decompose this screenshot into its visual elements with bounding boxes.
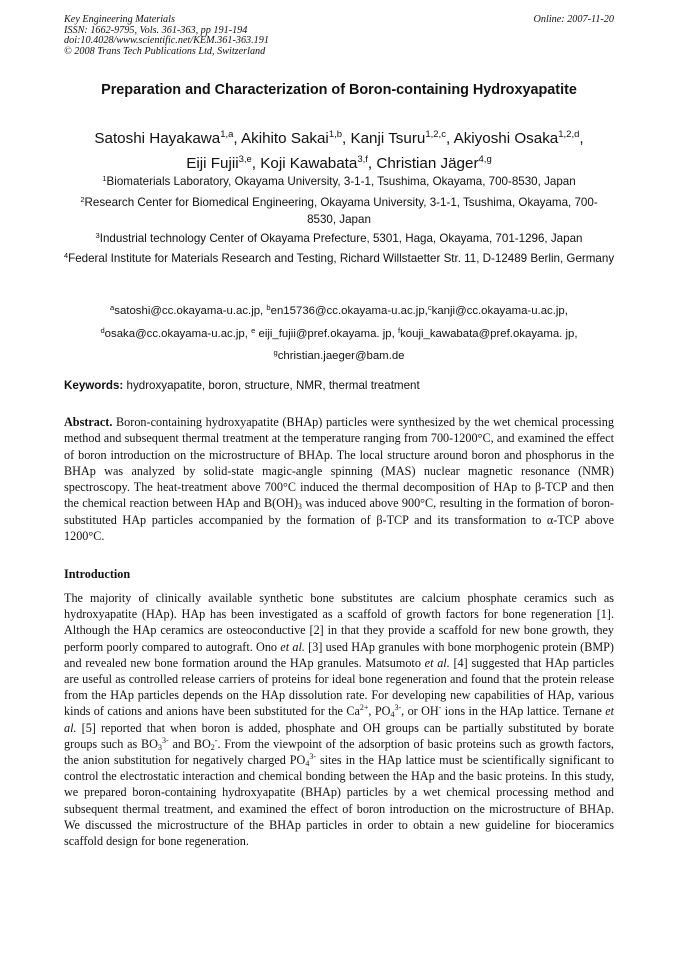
author-list (56, 126, 622, 176)
online-date: Online: 2007-11-20 (533, 14, 614, 25)
author: Akihito Sakai$^{1,b}$, (241, 129, 351, 147)
author: Satoshi Hayakawa$^{1,a}$, (94, 129, 242, 147)
author: Akiyoshi Osaka$^{1,2,d}$, (453, 129, 584, 147)
keywords-text: hydroxyapatite, boron, structure, NMR, thermal treatment (123, 379, 420, 392)
email[interactable]: $^e$ eiji_fujii@pref.okayama. jp, (251, 325, 398, 340)
introduction-paragraph: The majority of clinically available synthetic bone substitutes are calcium phosphate ceramics such as hydroxyapatite (HAp). HAp has been investigated as a scaffold of growth factors for bone regeneration [1]. Although the HAp ceramics are osteoconductive [2] in that they provide a scaffold for new bone growth, they perform poorly compared to autograft. Ono et al. [3] used HAp granules with bone morphogenic protein (BMP) and revealed new bone formation around the HAp granules. Matsumoto et al. [4] suggested that HAp particles are useful as controlled release carriers of proteins for ideal bone regeneration and found that the protein release from the HAp particles depends on the HAp dissolution rate. For developing new capabilities of HAp, various kinds of cations and anions have been substituted for the $Ca^{2+}$, $PO_4^{3-}$, or OH- ions in the HAp lattice. Ternane et al. [5] reported that when boron is added, phosphate and OH groups can be partially substituted by borate groups such as $BO_3^{3-}$ and $BO_2^-$. From the viewpoint of the adsorption of basic proteins such as growth factors, the anion substitution for negatively charged $PO_4^{3-}$ sites in the HAp lattice must be scientifically significant to control the electrostatic interaction and chemical bonding between the HAp and the basic proteins. In this study, we prepared boron-containing hydroxyapatite (BHAp) particles by a wet chemical processing method and subsequent thermal treatment, and examined the effect of boron introduction on the microstructure of BHAp. We discussed the microstructure of the BHAp particles in order to obtain a new guideline for bioceramics scaffold design for bone regeneration. (64, 591, 615, 849)
author: Kanji Tsuru$^{1,2,c}$, (350, 129, 454, 147)
journal-copyright: © 2008 Trans Tech Publications Ltd, Switzerland (64, 45, 266, 57)
email[interactable]: $^c$kanji@cc.okayama-u.ac.jp, (427, 303, 568, 317)
email[interactable]: $^g$christian.jaeger@bam.de (273, 348, 405, 362)
journal-header (64, 15, 614, 57)
author: Christian Jäger$^{4,g}$ (376, 154, 492, 172)
keywords-label: Keywords: (64, 379, 124, 392)
affiliation-2: $^2$Research Center for Biomedical Engineering, Okayama University, 3-1-1, Tsushima, Okayama, 700-8530, Japan (80, 195, 598, 226)
email[interactable]: $^f$kouji_kawabata@pref.okayama. jp, (397, 325, 578, 340)
email[interactable]: $^d$osaka@cc.okayama-u.ac.jp, (100, 325, 252, 340)
email[interactable]: $^a$satoshi@cc.okayama-u.ac.jp, (110, 303, 267, 317)
affiliation-3: $^3$Industrial technology Center of Okayama Prefecture, 5301, Haga, Okayama, 701-1296, Japan (95, 231, 583, 245)
paper-title: Preparation and Characterization of Boron-containing Hydroxyapatite (101, 82, 577, 98)
journal-doi: doi:10.4028/www.scientific.net/KEM.361-363.191 (64, 35, 269, 47)
journal-issn: ISSN: 1662-9795, Vols. 361-363, pp 191-194 (64, 24, 248, 36)
email-list (56, 300, 622, 368)
section-heading-introduction: Introduction (64, 567, 131, 581)
abstract: Abstract. Boron-containing hydroxyapatite (BHAp) particles were synthesized by the wet chemical processing method and subsequent thermal treatment at the temperature ranging from 700-1200°C, and examined the effect of boron introduction on the microstructure of BHAp. The local structure around boron and phosphorus in the BHAp was analyzed by solid-state magic-angle spinning (MAS) nuclear magnetic resonance (NMR) spectroscopy. The heat-treatment above 700°C induced the thermal decomposition of HAp to β-TCP and then the chemical reaction between HAp and $B(OH)_3$ was induced above 900°C, resulting in the formation of boron-substituted HAp particles accompanied by the formation of β-TCP and its transformation to α-TCP above 1200°C. (64, 415, 614, 544)
affiliation-4: $^4$Federal Institute for Materials Research and Testing, Richard Willstaetter Str. 11, D-12489 Berlin, Germany (63, 251, 615, 265)
journal-name: Key Engineering Materials (64, 14, 175, 25)
author: Eiji Fujii$^{3,e}$, (186, 154, 261, 172)
author: Koji Kawabata$^{3,f}$, (260, 154, 377, 172)
keywords (64, 379, 420, 392)
affiliation-1: $^1$Biomaterials Laboratory, Okayama University, 3-1-1, Tsushima, Okayama, 700-8530, Japan (102, 174, 576, 188)
email[interactable]: $^b$en15736@cc.okayama-u.ac.jp, (266, 303, 428, 317)
abstract-label: Abstract. (64, 415, 113, 429)
